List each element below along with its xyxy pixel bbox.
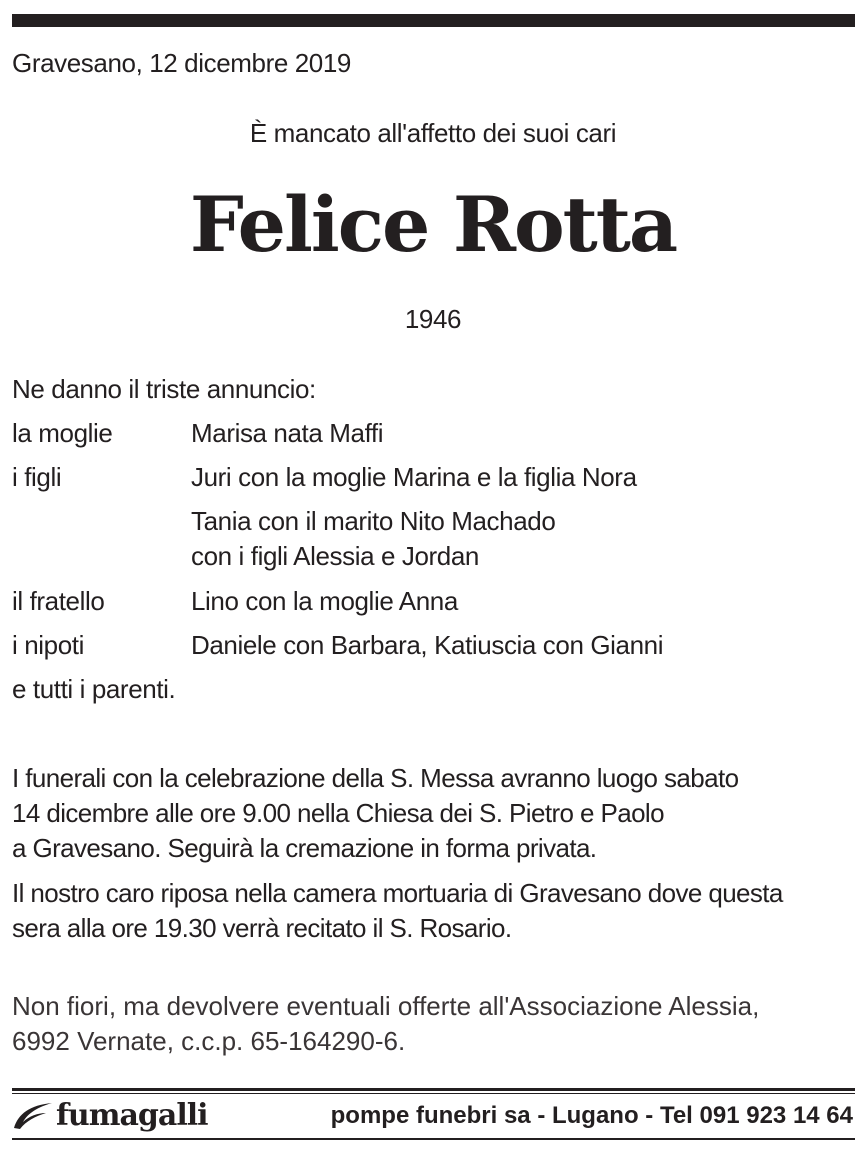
birth-year: 1946 (404, 304, 462, 334)
relation-label: i nipoti (12, 630, 84, 660)
relation-label: la moglie (12, 418, 113, 448)
funeral-line: 14 dicembre alle ore 9.00 nella Chiesa dei S. Pietro e Paolo (12, 798, 664, 828)
relation-label: i figli (12, 462, 62, 492)
top-rule (12, 14, 855, 27)
funeral-home-info: pompe funebri sa - Lugano - Tel 091 923 14 64 (330, 1102, 853, 1129)
donation-line: Non fiori, ma devolvere eventuali offerte all'Associazione Alessia, (12, 991, 760, 1021)
funeral-line: a Gravesano. Seguirà la cremazione in forma privata. (12, 833, 597, 863)
relative-names: Lino con la moglie Anna (191, 586, 458, 616)
vigil-line: Il nostro caro riposa nella camera mortuaria di Gravesano dove questa (12, 878, 783, 908)
deceased-name: Felice Rotta (189, 180, 677, 269)
relative-names: Daniele con Barbara, Katiuscia con Gianni (191, 630, 664, 660)
funeral-home-logo: fumagalli (56, 1098, 208, 1133)
swoosh-icon (12, 1100, 54, 1130)
donation-line: 6992 Vernate, c.c.p. 65-164290-6. (12, 1026, 406, 1056)
footer-top-rule (12, 1088, 855, 1094)
relative-names: Tania con il marito Nito Machado (191, 506, 556, 536)
intro-line: È mancato all'affetto dei suoi cari (249, 118, 617, 148)
footer-bottom-rule (12, 1138, 855, 1140)
vigil-line: sera alla ore 19.30 verrà recitato il S. Rosario. (12, 913, 512, 943)
relative-names: con i figli Alessia e Jordan (191, 541, 479, 571)
announcement-heading: Ne danno il triste annuncio: (12, 374, 316, 404)
relation-label: il fratello (12, 586, 105, 616)
relative-names: Juri con la moglie Marina e la figlia Nora (191, 462, 637, 492)
announcement-closing: e tutti i parenti. (12, 674, 176, 704)
place-date: Gravesano, 12 dicembre 2019 (12, 48, 351, 78)
relative-names: Marisa nata Maffi (191, 418, 384, 448)
funeral-home-footer (12, 1096, 855, 1136)
funeral-line: I funerali con la celebrazione della S. Messa avranno luogo sabato (12, 763, 739, 793)
